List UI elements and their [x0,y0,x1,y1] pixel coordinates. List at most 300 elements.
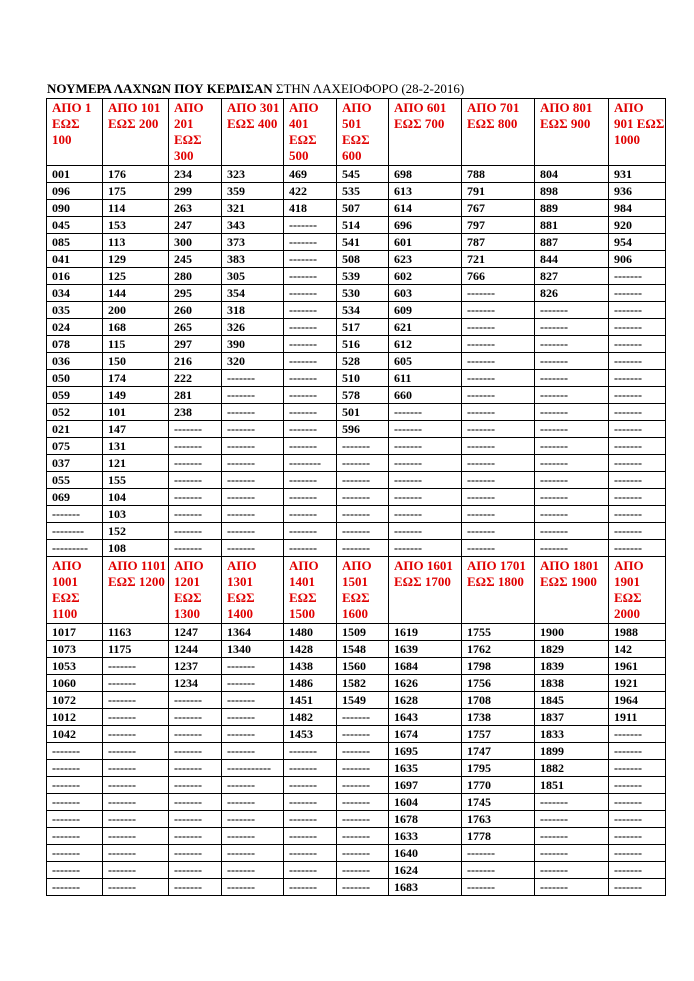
table-row-cell: 1911 [609,709,666,726]
table-row-cell: 1899 [535,743,609,760]
table-row-cell: ------- [389,523,462,540]
winning-numbers-table [46,98,666,896]
table-row [47,234,666,251]
table-row-cell: 1695 [389,743,462,760]
table-row-cell: 1921 [609,675,666,692]
table-row-cell: ------- [284,251,337,268]
table-row-cell: ----------- [222,760,284,777]
table-row-cell: 501 [337,404,389,421]
table-row-cell: 1509 [337,624,389,641]
table-row [47,862,666,879]
table-row [47,624,666,641]
table-row-cell: ------- [103,811,169,828]
table-row-cell: 517 [337,319,389,336]
table-row-cell: 1012 [47,709,103,726]
header-row-cell: ΑΠΟ 1 ΕΩΣ 100 [47,99,103,166]
table-row-cell: ------- [389,489,462,506]
table-row-cell: -------- [47,523,103,540]
table-row-cell: ------- [609,523,666,540]
table-row-cell: 1163 [103,624,169,641]
table-row-cell: 1237 [169,658,222,675]
title-bold: ΝΟΥΜΕΡΑ ΛΑΧΝΩΝ ΠΟΥ ΚΕΡΔΙΣΑΝ [47,81,273,96]
table-row-cell: 174 [103,370,169,387]
table-row-cell: ------- [337,794,389,811]
header-row-cell: ΑΠΟ 701 ΕΩΣ 800 [462,99,535,166]
table-row-cell: 1643 [389,709,462,726]
table-row-cell: 055 [47,472,103,489]
table-row-cell: ------- [47,506,103,523]
table-row-cell: --------- [47,540,103,557]
table-row-cell: 621 [389,319,462,336]
table-row-cell: ------- [284,268,337,285]
table-row-cell: ------- [222,828,284,845]
table-row-cell: 1684 [389,658,462,675]
table-row-cell: 1837 [535,709,609,726]
table-row-cell: 115 [103,336,169,353]
table-row [47,540,666,557]
table-row-cell: 1755 [462,624,535,641]
header-row-cell: ΑΠΟ 301 ΕΩΣ 400 [222,99,284,166]
table-row-cell: ------- [535,794,609,811]
table-row-cell: 147 [103,421,169,438]
table-row-cell: ------- [284,489,337,506]
table-row-cell: 1757 [462,726,535,743]
table-row-cell: 125 [103,268,169,285]
table-row-cell: ------- [284,845,337,862]
table-row-cell: 131 [103,438,169,455]
header-row-cell: ΑΠΟ 1201 ΕΩΣ 1300 [169,557,222,624]
table-row-cell: ------- [169,692,222,709]
table-row-cell: 898 [535,183,609,200]
table-row-cell: 613 [389,183,462,200]
table-row-cell: 1798 [462,658,535,675]
table-row-cell: 1838 [535,675,609,692]
table-row-cell: ------- [535,845,609,862]
table-row-cell: 297 [169,336,222,353]
table-row-cell: ------- [284,234,337,251]
table-row-cell: ------- [284,523,337,540]
table-row-cell: 222 [169,370,222,387]
table-row-cell: ------- [284,879,337,896]
header-row-cell: ΑΠΟ 1001 ΕΩΣ 1100 [47,557,103,624]
table-row-cell: ------- [284,743,337,760]
table-row-cell: 021 [47,421,103,438]
table-row-cell: ------- [222,675,284,692]
table-row-cell: 323 [222,166,284,183]
table-row-cell: ------- [169,506,222,523]
table-row-cell: ------- [103,777,169,794]
table-row-cell: 528 [337,353,389,370]
table-row-cell: ------- [389,438,462,455]
table-row-cell: 514 [337,217,389,234]
table-row-cell: ------- [103,743,169,760]
table-row-cell: 1882 [535,760,609,777]
table-row-cell: ------- [462,285,535,302]
table-row-cell: ------- [169,421,222,438]
table-row-cell: ------- [222,879,284,896]
table-row-cell: ------- [609,285,666,302]
table-row-cell: 601 [389,234,462,251]
table-row-cell: ------- [609,387,666,404]
table-row-cell: 596 [337,421,389,438]
table-row-cell: 1747 [462,743,535,760]
table-row-cell: 1042 [47,726,103,743]
title-normal: ΣΤΗΝ ΛΑΧΕΙΟΦΟΡΟ (28-2-2016) [272,81,465,96]
table-row-cell: 1778 [462,828,535,845]
table-row-cell: 1428 [284,641,337,658]
table-row-cell: 1548 [337,641,389,658]
table-row-cell: ------- [284,862,337,879]
table-row-cell: 1678 [389,811,462,828]
table-row-cell: 603 [389,285,462,302]
table-row-cell: ------- [535,811,609,828]
table-row-cell: ------- [222,794,284,811]
table-row-cell: ------- [609,811,666,828]
table-row-cell: 881 [535,217,609,234]
table-row-cell: ------- [462,845,535,862]
table-row-cell: ------- [609,540,666,557]
table-row [47,743,666,760]
table-row-cell: ------- [337,828,389,845]
table-row-cell: 1829 [535,641,609,658]
table-row-cell: 1640 [389,845,462,862]
table-row-cell: ------- [222,489,284,506]
header-row [47,99,666,166]
table-row [47,641,666,658]
table-row-cell: 114 [103,200,169,217]
table-row-cell: ------- [222,726,284,743]
table-row-cell: 787 [462,234,535,251]
table-row-cell: ------- [609,845,666,862]
table-row-cell: 069 [47,489,103,506]
table-row-cell: 1851 [535,777,609,794]
table-row-cell: 1480 [284,624,337,641]
table-row-cell: 104 [103,489,169,506]
table-row-cell: 788 [462,166,535,183]
table-row-cell: 1060 [47,675,103,692]
table-row-cell: 318 [222,302,284,319]
table-row-cell: 320 [222,353,284,370]
page-title [47,81,464,97]
table-row-cell: ------- [284,438,337,455]
table-row [47,438,666,455]
table-row-cell: ------- [222,692,284,709]
table-row-cell: 121 [103,455,169,472]
table-row-cell: 539 [337,268,389,285]
table-row-cell: 152 [103,523,169,540]
table-row-cell: ------- [284,370,337,387]
table-row-cell: ------- [47,743,103,760]
table-row-cell: 1560 [337,658,389,675]
header-row-cell: ΑΠΟ 101 ΕΩΣ 200 [103,99,169,166]
table-row-cell: ------- [169,828,222,845]
table-row-cell: 1745 [462,794,535,811]
table-row-cell: 129 [103,251,169,268]
table-row-cell: ------- [103,658,169,675]
table-row-cell: ------- [284,353,337,370]
table-row-cell: 113 [103,234,169,251]
table-row-cell: 1635 [389,760,462,777]
table-row-cell: 931 [609,166,666,183]
table-row-cell: ------- [462,523,535,540]
table-row-cell: 602 [389,268,462,285]
table-row-cell: ------- [462,455,535,472]
table-row-cell: ------- [609,404,666,421]
table-row-cell: ------- [284,760,337,777]
table-row-cell: 149 [103,387,169,404]
table-row-cell: ------- [462,438,535,455]
table-row-cell: ------- [169,743,222,760]
table-row-cell: ------- [103,879,169,896]
table-row-cell: 920 [609,217,666,234]
table-row [47,489,666,506]
table-row [47,285,666,302]
table-row-cell: ------- [535,438,609,455]
table-row [47,777,666,794]
table-row-cell: 155 [103,472,169,489]
table-row [47,387,666,404]
table-row-cell: ------- [169,523,222,540]
table-row-cell: ------- [609,370,666,387]
table-row-cell: ------- [337,862,389,879]
table-row-cell: 052 [47,404,103,421]
table-row-cell: 936 [609,183,666,200]
table-row-cell: 034 [47,285,103,302]
table-row-cell: ------- [337,777,389,794]
table-row-cell: ------- [535,879,609,896]
table-row-cell: 889 [535,200,609,217]
table-row-cell: ------- [169,811,222,828]
table-row-cell: ------- [609,319,666,336]
table-row-cell: 804 [535,166,609,183]
header-row-cell: ΑΠΟ 901 ΕΩΣ 1000 [609,99,666,166]
table-row-cell: ------- [222,506,284,523]
table-row-cell: 1244 [169,641,222,658]
table-row-cell: 144 [103,285,169,302]
table-row-cell: 1234 [169,675,222,692]
table-row-cell: 698 [389,166,462,183]
table-row-cell: 1763 [462,811,535,828]
table-row-cell: ------- [609,862,666,879]
table-row-cell: 1247 [169,624,222,641]
table-row-cell: ------- [337,489,389,506]
table-row-cell: 660 [389,387,462,404]
table-row-cell: 321 [222,200,284,217]
table-row-cell: ------- [535,336,609,353]
table-row-cell: 281 [169,387,222,404]
table-row [47,166,666,183]
table-row-cell: ------- [169,472,222,489]
table-row-cell: 295 [169,285,222,302]
table-row-cell: ------- [535,370,609,387]
table-row-cell: 984 [609,200,666,217]
table-row [47,200,666,217]
table-row-cell: ------- [222,438,284,455]
table-row [47,675,666,692]
table-row-cell: ------- [284,302,337,319]
table-row-cell: 1845 [535,692,609,709]
table-row-cell: ------- [337,540,389,557]
table-row-cell: 1697 [389,777,462,794]
table-row-cell: ------- [462,336,535,353]
table-row-cell: ------- [169,794,222,811]
table-row-cell: ------- [535,472,609,489]
table-row-cell: 305 [222,268,284,285]
table-row-cell: ------- [47,828,103,845]
header-row-cell: ΑΠΟ 1701 ΕΩΣ 1800 [462,557,535,624]
table-row [47,302,666,319]
table-row-cell: 1988 [609,624,666,641]
table-row-cell: 1582 [337,675,389,692]
table-row-cell: -------- [284,455,337,472]
table-row-cell: 1738 [462,709,535,726]
table-row-cell: ------- [609,455,666,472]
table-row-cell: 1604 [389,794,462,811]
table-row-cell: 1683 [389,879,462,896]
table-row-cell: ------- [284,811,337,828]
table-row-cell: 1451 [284,692,337,709]
table-row-cell: ------- [103,675,169,692]
table-row-cell: 036 [47,353,103,370]
table-row-cell: ------- [103,862,169,879]
table-body [47,99,666,896]
table-row-cell: 175 [103,183,169,200]
table-row-cell: 101 [103,404,169,421]
table-row-cell: ------- [284,336,337,353]
table-row-cell: 1900 [535,624,609,641]
table-row [47,658,666,675]
table-row [47,217,666,234]
table-row-cell: ------- [462,353,535,370]
table-row-cell: ------- [222,404,284,421]
table-row-cell: 1964 [609,692,666,709]
table-row-cell: ------- [462,472,535,489]
table-row-cell: ------- [535,523,609,540]
table-row-cell: 1833 [535,726,609,743]
table-row-cell: ------- [284,285,337,302]
table-row-cell: 827 [535,268,609,285]
table-row-cell: 418 [284,200,337,217]
table-row-cell: 150 [103,353,169,370]
table-row-cell: 035 [47,302,103,319]
table-row-cell: ------- [337,472,389,489]
table-row [47,421,666,438]
table-row-cell: 510 [337,370,389,387]
table-row [47,404,666,421]
table-row [47,523,666,540]
table-row-cell: ------- [609,421,666,438]
table-row-cell: 605 [389,353,462,370]
table-row-cell: 300 [169,234,222,251]
table-row-cell: 045 [47,217,103,234]
table-row-cell: 611 [389,370,462,387]
table-row-cell: ------- [103,726,169,743]
table-row-cell: ------- [389,506,462,523]
table-row-cell: ------- [169,726,222,743]
table-row-cell: ------- [337,523,389,540]
table-row-cell: 797 [462,217,535,234]
table-row-cell: ------- [337,811,389,828]
table-row-cell: ------- [609,879,666,896]
table-row-cell: 1708 [462,692,535,709]
table-row-cell: 1762 [462,641,535,658]
table-row-cell: 578 [337,387,389,404]
table-row-cell: ------- [389,404,462,421]
table-row-cell: 085 [47,234,103,251]
table-row-cell: 1839 [535,658,609,675]
table-row-cell: 153 [103,217,169,234]
table-row-cell: 844 [535,251,609,268]
table-row-cell: 1626 [389,675,462,692]
table-row-cell: 247 [169,217,222,234]
table-row-cell: 041 [47,251,103,268]
table-row-cell: ------- [284,777,337,794]
table-row-cell: ------- [609,353,666,370]
table-row-cell: 623 [389,251,462,268]
table-row-cell: 516 [337,336,389,353]
table-row [47,319,666,336]
table-row-cell: 343 [222,217,284,234]
table-row-cell: ------- [462,404,535,421]
table-row-cell: 1795 [462,760,535,777]
table-row-cell: ------- [222,709,284,726]
table-row-cell: 096 [47,183,103,200]
table-row-cell: ------- [169,540,222,557]
table-row-cell: ------- [47,862,103,879]
table-row-cell: 1961 [609,658,666,675]
table-row-cell: ------- [609,743,666,760]
table-row-cell: 216 [169,353,222,370]
table-row-cell: ------- [609,726,666,743]
table-row-cell: ------- [103,794,169,811]
header-row-cell: ΑΠΟ 601 ΕΩΣ 700 [389,99,462,166]
table-row-cell: 508 [337,251,389,268]
table-row-cell: 1549 [337,692,389,709]
table-row [47,794,666,811]
table-row-cell: ------- [103,709,169,726]
table-row-cell: 168 [103,319,169,336]
table-row-cell: ------- [337,438,389,455]
header-row-cell: ΑΠΟ 801 ΕΩΣ 900 [535,99,609,166]
table-row [47,709,666,726]
table-row-cell: ------- [103,692,169,709]
table-row-cell: 001 [47,166,103,183]
table-row-cell: ------- [284,421,337,438]
table-row-cell: 238 [169,404,222,421]
table-row-cell: 050 [47,370,103,387]
table-row [47,845,666,862]
table-row-cell: ------- [169,879,222,896]
header-row-cell: ΑΠΟ 401 ΕΩΣ 500 [284,99,337,166]
header-row-cell: ΑΠΟ 1501 ΕΩΣ 1600 [337,557,389,624]
table-row-cell: 791 [462,183,535,200]
header-row-cell: ΑΠΟ 501 ΕΩΣ 600 [337,99,389,166]
table-row-cell: ------- [222,370,284,387]
table-row-cell: ------- [284,404,337,421]
table-row-cell: ------- [222,777,284,794]
table-row-cell: ------- [222,862,284,879]
header-row-cell: ΑΠΟ 1401 ΕΩΣ 1500 [284,557,337,624]
header-row-cell: ΑΠΟ 1301 ΕΩΣ 1400 [222,557,284,624]
table-row-cell: ------- [222,472,284,489]
table-row-cell: ------- [222,455,284,472]
table-row-cell: ------- [47,845,103,862]
table-row-cell: 1340 [222,641,284,658]
table-row-cell: ------- [169,489,222,506]
table-row-cell: 612 [389,336,462,353]
table-row-cell: 373 [222,234,284,251]
table-row-cell: 469 [284,166,337,183]
